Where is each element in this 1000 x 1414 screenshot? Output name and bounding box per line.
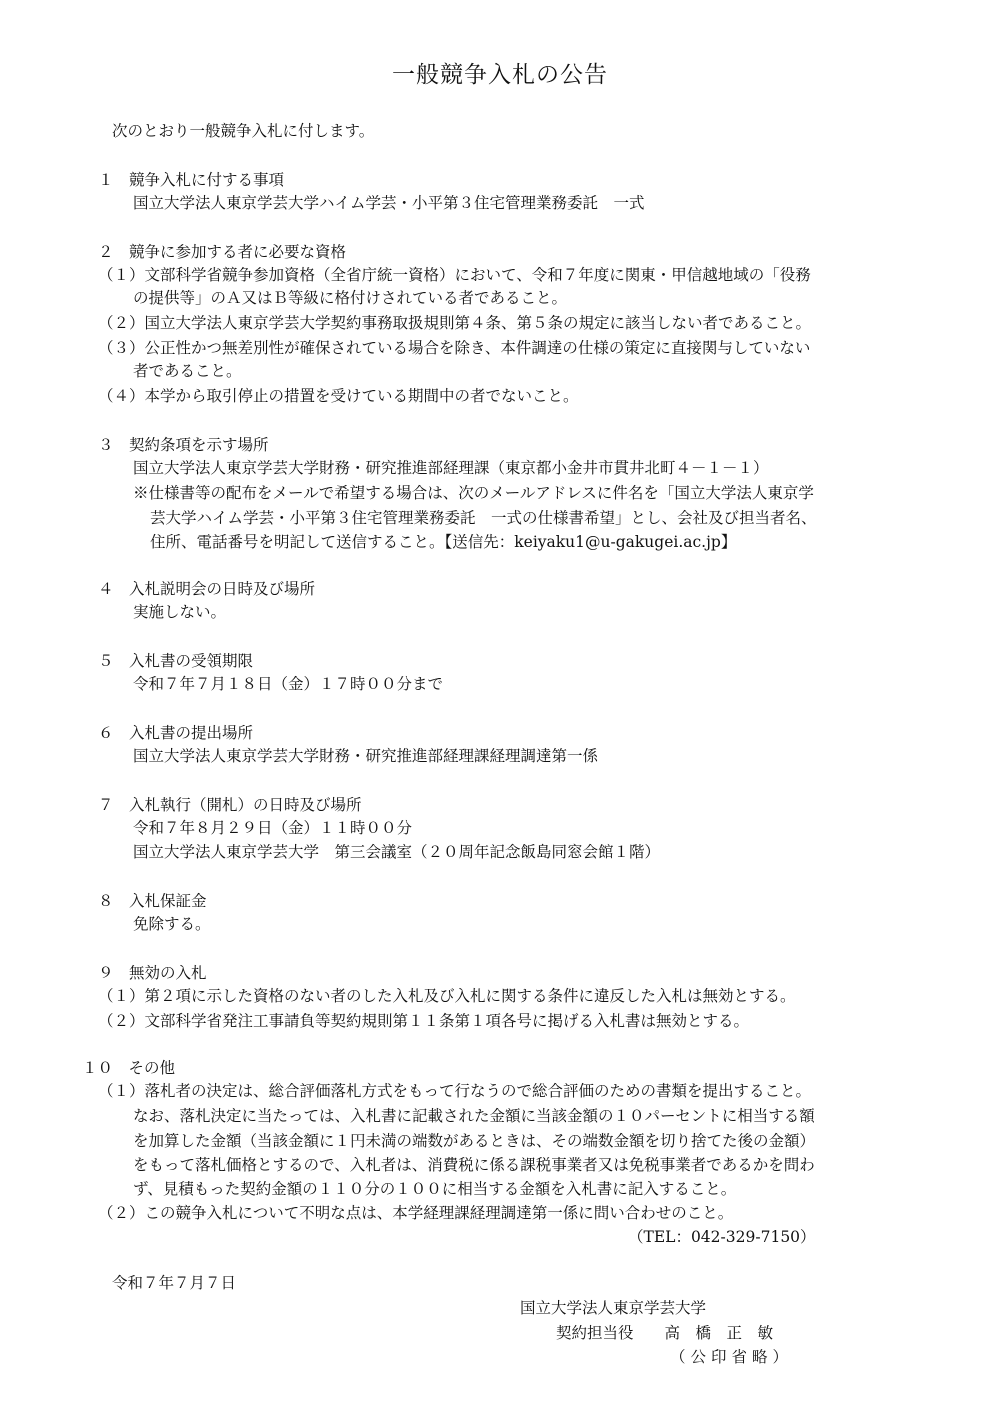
section-4-body: 実施しない。: [133, 603, 227, 621]
section-2-item-2: （２）国立大学法人東京学芸大学契約事務取扱規則第４条、第５条の規定に該当しない者であること。: [98, 314, 812, 332]
seal-omitted-note: （公印省略）: [670, 1348, 794, 1366]
section-3-heading: ３ 契約条項を示す場所: [98, 436, 269, 454]
section-10-item-1-line-4: をもって落札価格とするので、入札者は、消費税に係る課税事業者又は免税事業者であるかを問わ: [133, 1156, 815, 1174]
document-title: 一般競争入札の公告: [392, 62, 608, 88]
section-6-heading: ６ 入札書の提出場所: [98, 724, 254, 742]
section-7-line-2: 国立大学法人東京学芸大学 第三会議室（２０周年記念飯島同窓会館１階）: [133, 843, 661, 861]
section-3-note-line-2: 芸大学ハイム学芸・小平第３住宅管理業務委託 一式の仕様書希望」とし、会社及び担当者名、: [150, 509, 817, 527]
section-2-item-3-line-2: 者であること。: [133, 362, 242, 380]
section-10-item-1-line-1: （１）落札者の決定は、総合評価落札方式をもって行なうので総合評価のための書類を提出すること。: [98, 1082, 812, 1100]
intro-text: 次のとおり一般競争入札に付します。: [112, 122, 375, 140]
section-5-heading: ５ 入札書の受領期限: [98, 652, 254, 670]
section-4-heading: ４ 入札説明会の日時及び場所: [98, 580, 316, 598]
section-9-item-2: （２）文部科学省発注工事請負等契約規則第１１条第１項各号に掲げる入札書は無効とする。: [98, 1012, 750, 1030]
section-8-body: 免除する。: [133, 915, 211, 933]
notice-date: 令和７年７月７日: [112, 1274, 237, 1292]
section-10-item-1-line-2: なお、落札決定に当たっては、入札書に記載された金額に当該金額の１０パーセントに相当する額: [133, 1107, 815, 1125]
section-3-note-line-3: 住所、電話番号を明記して送信すること。【送信先：keiyaku1@u-gakugei.ac.jp】: [150, 533, 737, 551]
contact-tel: （TEL：042-329-7150）: [628, 1228, 816, 1246]
section-7-line-1: 令和７年８月２９日（金）１１時００分: [133, 819, 413, 837]
section-2-item-3-line-1: （３）公正性かつ無差別性が確保されている場合を除き、本件調達の仕様の策定に直接関与していない: [98, 339, 811, 357]
section-5-body: 令和７年７月１８日（金）１７時００分まで: [133, 675, 444, 693]
section-1-heading: １ 競争入札に付する事項: [98, 171, 285, 189]
section-8-heading: ８ 入札保証金: [98, 892, 207, 910]
section-2-heading: ２ 競争に参加する者に必要な資格: [98, 243, 347, 261]
section-1-body: 国立大学法人東京学芸大学ハイム学芸・小平第３住宅管理業務委託 一式: [133, 194, 645, 212]
section-3-body: 国立大学法人東京学芸大学財務・研究推進部経理課（東京都小金井市貫井北町４－１－１）: [133, 459, 769, 477]
section-10-heading: １０ その他: [82, 1059, 176, 1077]
section-7-heading: ７ 入札執行（開札）の日時及び場所: [98, 796, 362, 814]
section-10-item-2: （２）この競争入札について不明な点は、本学経理課経理調達第一係に問い合わせのこと。: [98, 1204, 734, 1222]
section-6-body: 国立大学法人東京学芸大学財務・研究推進部経理課経理調達第一係: [133, 747, 599, 765]
section-3-note-line-1: ※仕様書等の配布をメールで希望する場合は、次のメールアドレスに件名を「国立大学法人東京学: [133, 484, 814, 502]
section-2-item-1-line-2: の提供等」のＡ又はＢ等級に格付けされている者であること。: [133, 289, 568, 307]
signature-role-name: 契約担当役 高 橋 正 敏: [556, 1324, 774, 1342]
section-2-item-1-line-1: （１）文部科学省競争参加資格（全省庁統一資格）において、令和７年度に関東・甲信越地域の「役務: [98, 266, 811, 284]
signature-organization: 国立大学法人東京学芸大学: [520, 1299, 707, 1317]
section-9-item-1: （１）第２項に示した資格のない者のした入札及び入札に関する条件に違反した入札は無効とする。: [98, 987, 796, 1005]
section-2-item-4: （４）本学から取引停止の措置を受けている期間中の者でないこと。: [98, 387, 579, 405]
section-10-item-1-line-3: を加算した金額（当該金額に１円未満の端数があるときは、その端数金額を切り捨てた後の金額）: [133, 1132, 816, 1150]
section-9-heading: ９ 無効の入札: [98, 964, 207, 982]
section-10-item-1-line-5: ず、見積もった契約金額の１１０分の１００に相当する金額を入札書に記入すること。: [133, 1180, 737, 1198]
